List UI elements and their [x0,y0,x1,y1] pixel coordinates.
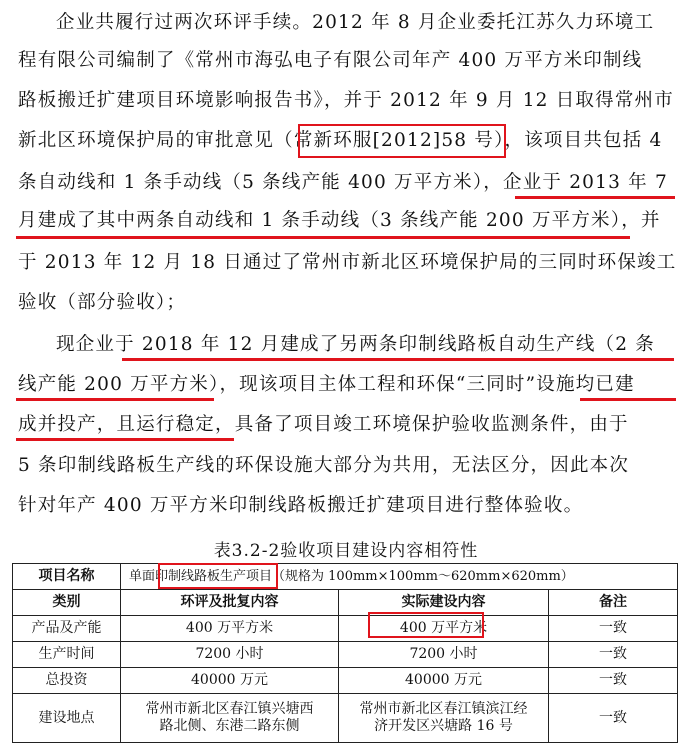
project-name-label: 项目名称 [13,564,121,590]
para1-line1-text: 企业共履行过两次环评手续。2012 年 8 月企业委托江苏久力环境工 [56,12,655,33]
para1-line2-text: 程有限公司编制了《常州市海弘电子有限公司年产 400 万平方米印制线 [18,50,643,71]
para2-line1a: 现企业 [56,334,116,355]
cell-actual: 7200 小时 [339,642,549,668]
table-header-row [13,590,678,616]
para1-line3-text: 路板搬迁扩建项目环境影响报告书》，并于 2012 年 9 月 12 日取得常州市 [18,90,674,111]
para2-line2 [18,374,635,396]
compliance-table [12,563,678,743]
para1-line6 [18,210,661,232]
para1-line1 [56,12,654,34]
para2-line1b: 于 2018 年 12 月建成了另两条印制线路板自动生产线（2 条 [115,334,656,355]
para2-line4-text: 5 条印制线路板生产线的环保设施大部分为共用，无法区分，因此本次 [18,455,630,476]
cell-actual: 40000 万元 [339,668,549,694]
underline-2018-part1 [122,358,674,361]
para1-line6a: 月建成了其中两条自动线和 1 条手动线（3 条线产能 200 万平方米） [18,210,622,231]
cell-planned: 40000 万元 [121,668,339,694]
para1-line6b: ，并 [621,210,661,231]
para1-line3 [18,90,674,112]
underline-completed-part2 [16,438,234,441]
table-row [13,642,678,668]
para1-line5a: 条自动线和 1 条手动线（5 条线产能 400 万平方米）， [18,172,504,193]
para1-line4a: 新北区环境保护局的审批意见（ [18,130,294,151]
para2-line4 [18,455,629,477]
approval-number-highlight-box [298,124,506,158]
cell-category: 总投资 [13,668,121,694]
table-row-project [13,564,678,590]
header-actual: 实际建设内容 [339,590,549,616]
para2-line2b: ，现该项目主体工程和环保“三同时”设 [219,374,556,395]
approval-number: 常新环服[2012]58 号 [293,130,495,151]
para2-line2c: 施均已建 [555,374,635,395]
para2-line1 [56,334,655,356]
cell-planned: 400 万平方米 [121,616,339,642]
table-row [13,616,678,642]
para1-line4c: ），该项目共包括 4 [494,130,663,151]
para1-line2 [18,50,642,72]
project-name-highlight: 单面印制线路板 [129,569,221,584]
header-note: 备注 [549,590,678,616]
para1-line7-text: 于 2013 年 12 月 18 日通过了常州市新北区环境保护局的三同时环保竣工 [18,252,677,273]
cell-category: 产品及产能 [13,616,121,642]
underline-2013-part1 [515,196,675,199]
para1-line7 [18,252,676,274]
table-row [13,668,678,694]
cell-actual [339,694,549,743]
actual-capacity-highlight-box [368,612,484,638]
para2-line3a: 成并投产，且运行稳定 [18,414,216,435]
cell-actual: 400 万平方米 [339,616,549,642]
cell-actual-line1: 常州市新北区春江镇滨江经 [359,701,528,717]
cell-note: 一致 [549,642,678,668]
project-name-highlight-box [158,563,278,589]
para1-line8 [18,292,186,314]
cell-note: 一致 [549,616,678,642]
cell-category: 建设地点 [13,694,121,743]
header-category: 类别 [13,590,121,616]
underline-completed-part1 [580,398,676,401]
para2-line5-text: 针对年产 400 万平方米印制线路板搬迁扩建项目进行整体验收。 [18,495,584,516]
header-planned: 环评及批复内容 [121,590,339,616]
cell-actual-line2: 济开发区兴塘路 16 号 [374,718,513,734]
para2-line2a: 线产能 200 万平方米） [18,374,220,395]
para1-line5 [18,172,668,194]
table-row [13,694,678,743]
cell-category: 生产时间 [13,642,121,668]
underline-2018-part2 [16,398,214,401]
para2-line3 [18,414,629,436]
cell-note: 一致 [549,694,678,743]
para2-line3b: ，具备了项目竣工环境保护验收监测条件，由于 [215,414,629,435]
para1-line5b: 企业于 2013 年 7 [503,172,668,193]
cell-note: 一致 [549,668,678,694]
cell-planned: 7200 小时 [121,642,339,668]
cell-planned [121,694,339,743]
underline-2013-part2 [16,236,630,239]
cell-planned-line1: 常州市新北区春江镇兴塘西 [145,701,314,717]
table-caption: 表3.2-2验收项目建设内容相符性 [213,541,479,561]
cell-planned-line2: 路北侧、东港二路东侧 [159,718,300,734]
para1-line8-text: 验收（部分验收）； [18,292,187,313]
para2-line5 [18,495,583,517]
project-name-rest: 生产项目（规格为 100mm×100mm～620mm×620mm） [220,569,574,584]
